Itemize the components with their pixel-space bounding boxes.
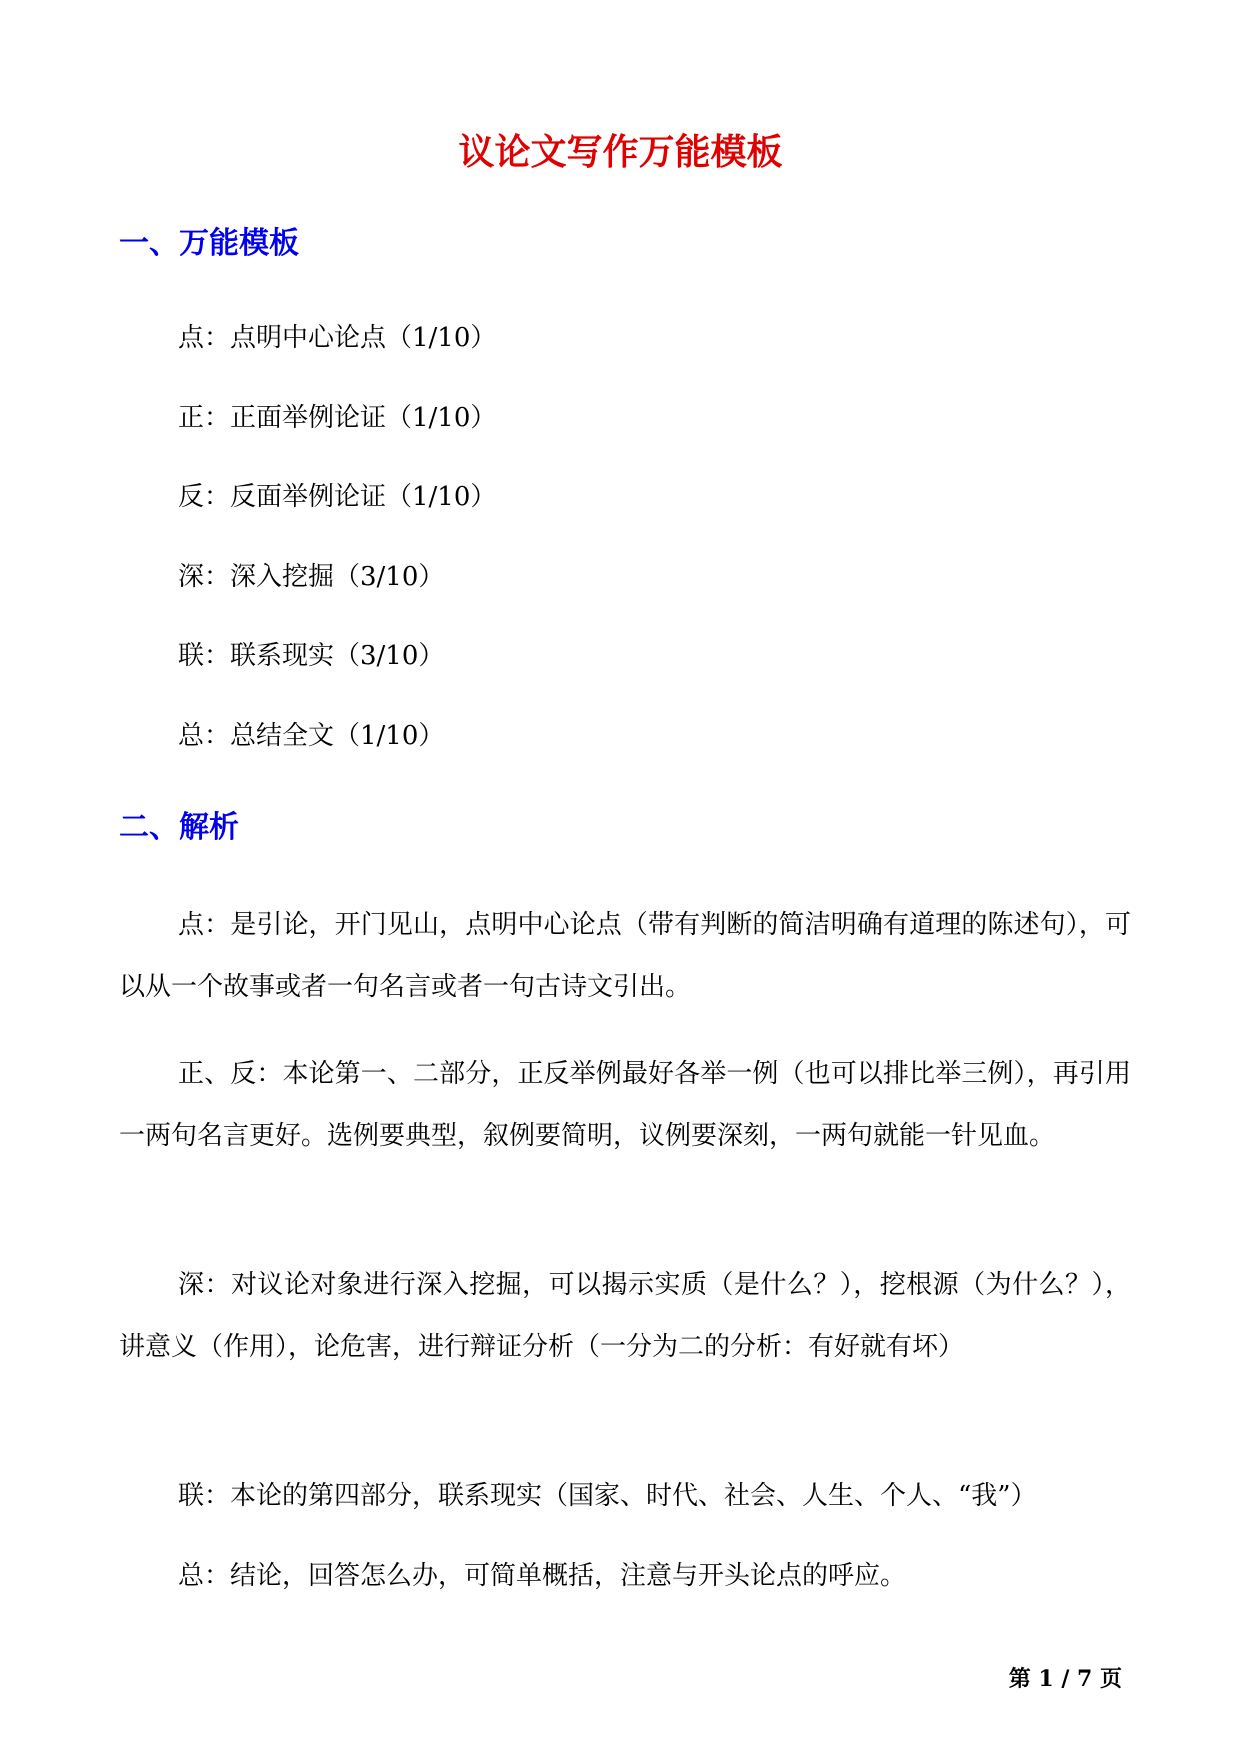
page-number: 第 1 / 7 页 [1008,1666,1122,1692]
template-item-zong: 总：总结全文（1/10） [178,721,445,751]
template-item-zheng: 正：正面举例论证（1/10） [178,403,497,433]
analysis-paragraph-zong: 总：结论，回答怎么办，可简单概括，注意与开头论点的呼应。 [178,1561,907,1591]
template-item-shen: 深：深入挖掘（3/10） [178,562,445,592]
analysis-paragraph-zheng-fan: 正、反：本论第一、二部分，正反举例最好各举一例（也可以排比举三例），再引用一两句名言更好。选例要典型，叙例要简明，议例要深刻，一两句就能一针见血。 [119,1059,1131,1151]
template-item-lian: 联：联系现实（3/10） [178,641,445,671]
section-heading-analysis: 二、解析 [119,810,239,845]
section-heading-template: 一、万能模板 [119,226,299,261]
analysis-paragraph-dian: 点：是引论，开门见山，点明中心论点（带有判断的简洁明确有道理的陈述句），可以从一个故事或者一句名言或者一句古诗文引出。 [119,910,1131,1002]
template-item-dian: 点：点明中心论点（1/10） [178,323,497,353]
document-title: 议论文写作万能模板 [458,131,783,173]
template-item-fan: 反：反面举例论证（1/10） [178,482,497,512]
analysis-paragraph-shen: 深：对议论对象进行深入挖掘，可以揭示实质（是什么？），挖根源（为什么？），讲意义（作用），论危害，进行辩证分析（一分为二的分析：有好就有坏） [119,1270,1131,1362]
analysis-paragraph-lian: 联：本论的第四部分，联系现实（国家、时代、社会、人生、个人、“我”） [178,1481,1037,1511]
